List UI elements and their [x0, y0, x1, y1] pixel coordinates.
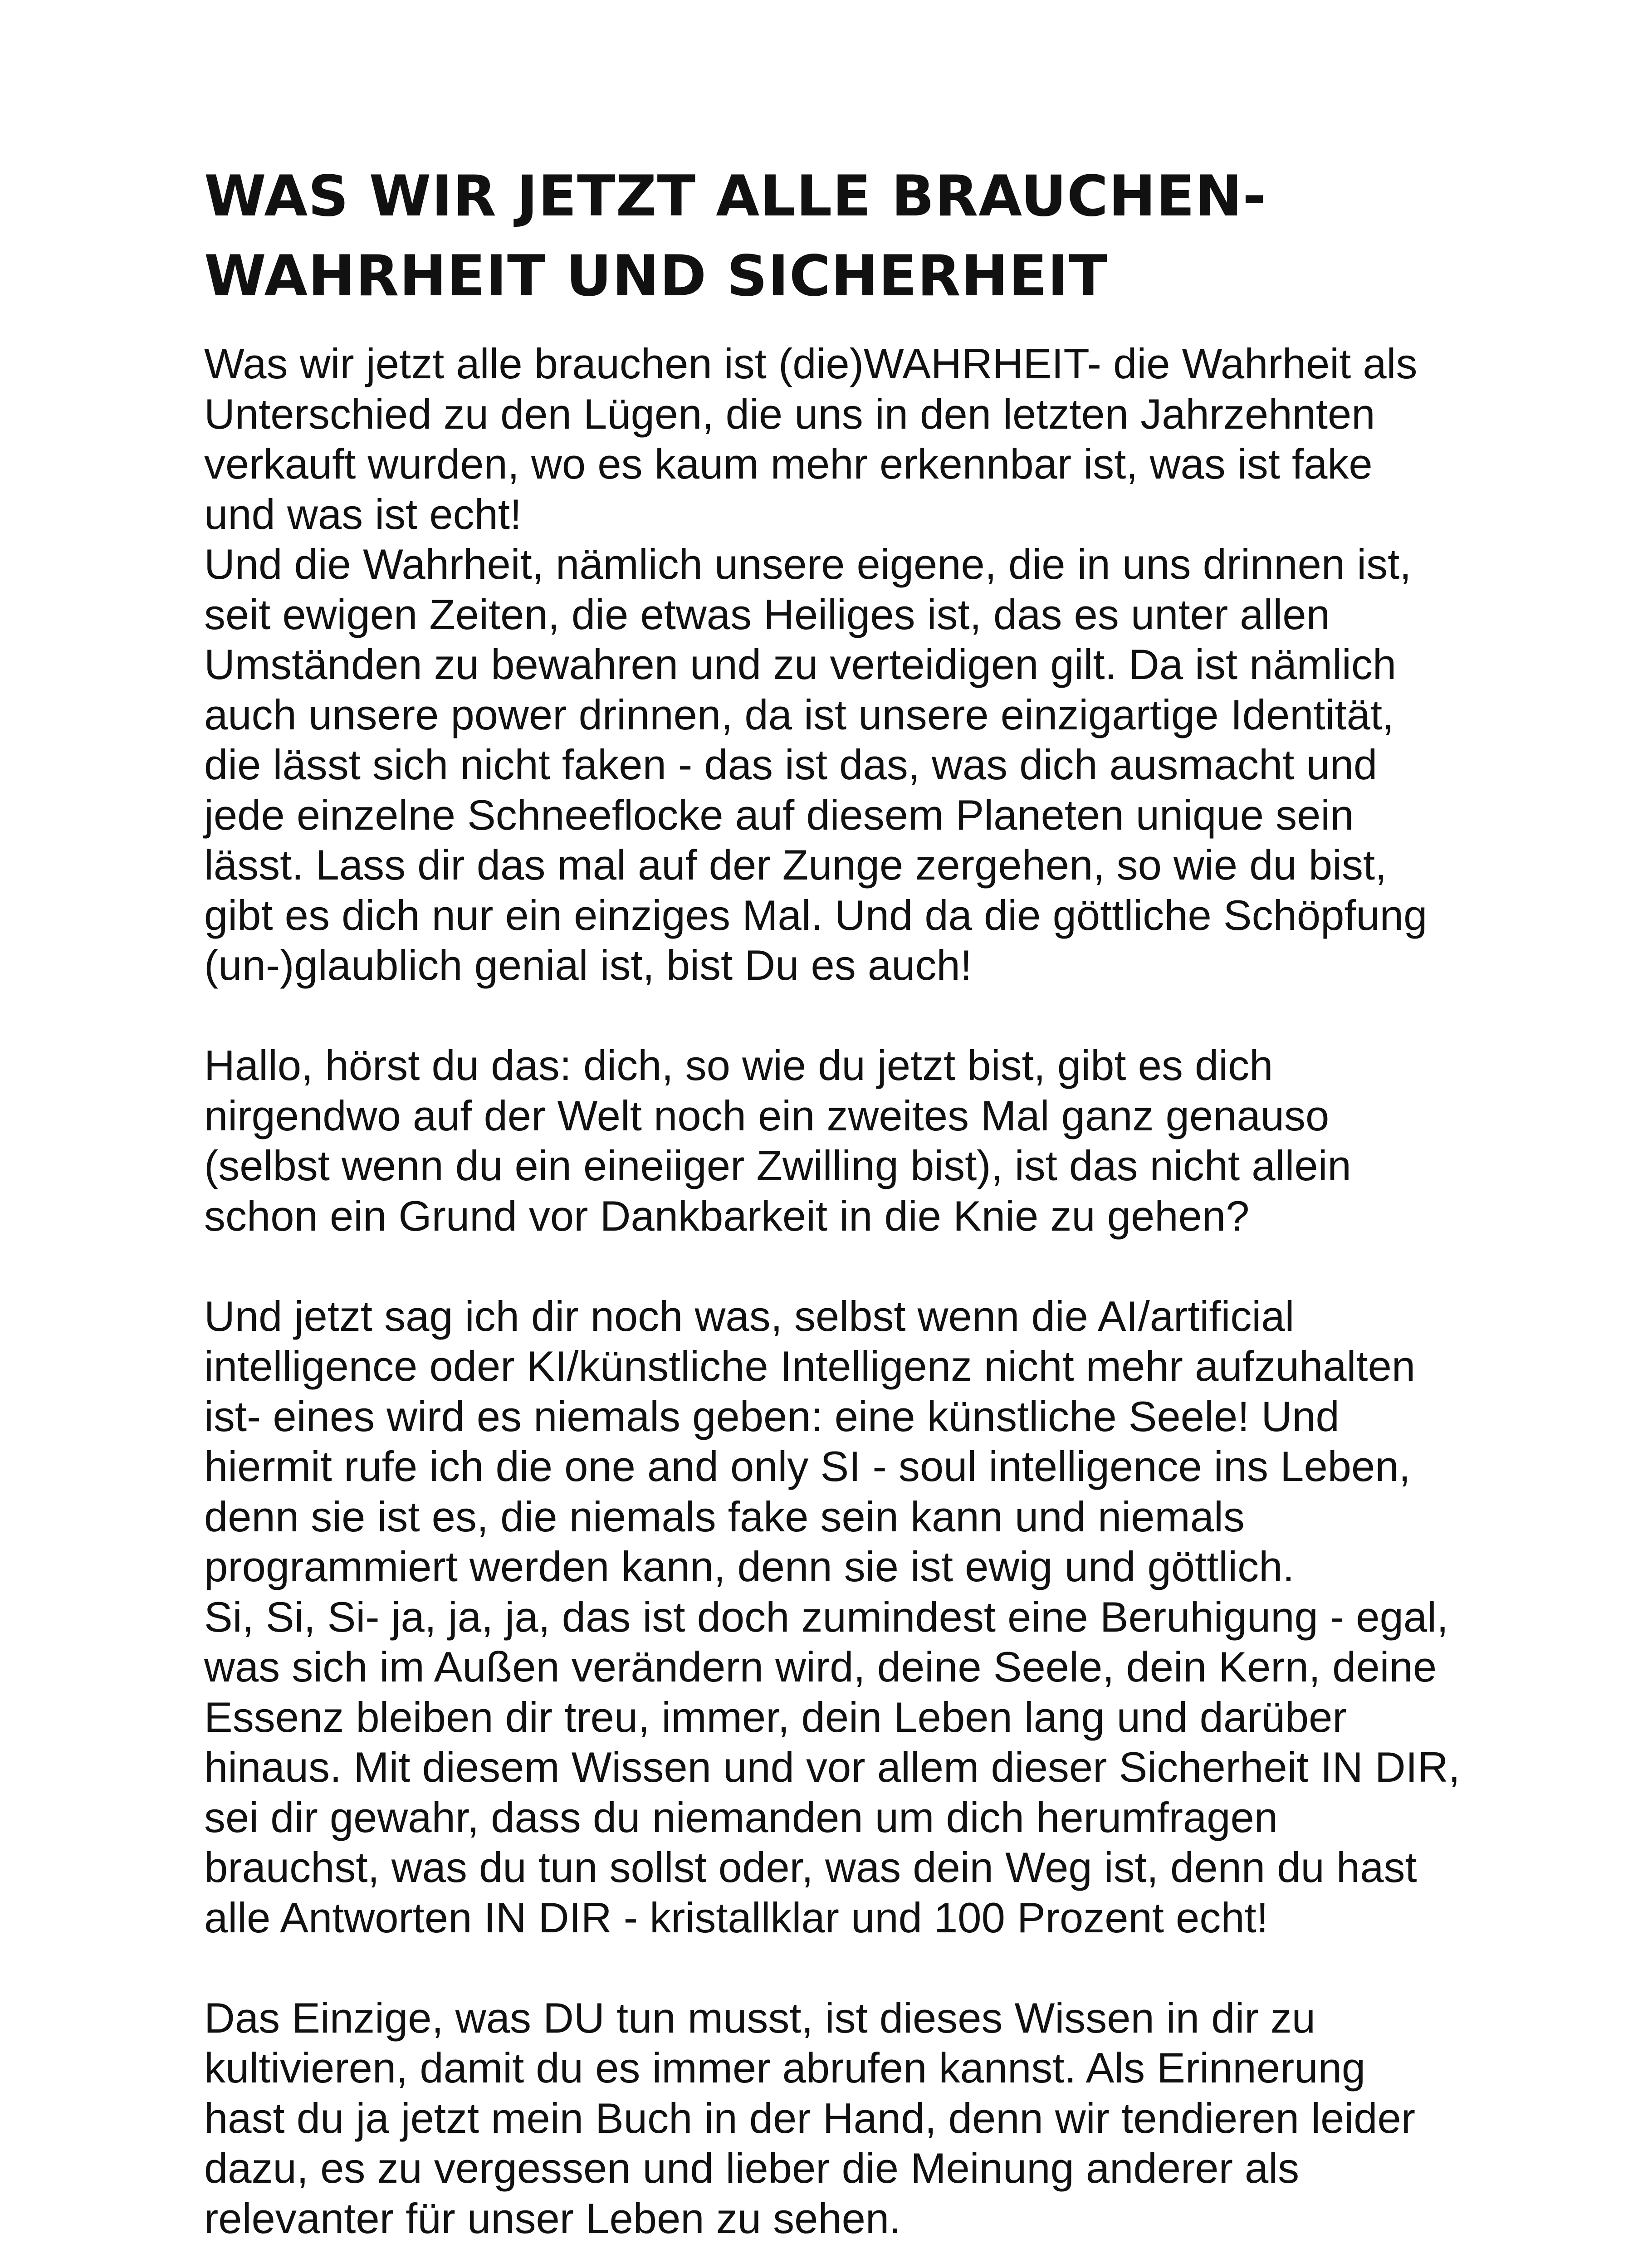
text-line: Hallo, hörst du das: dich, so wie du jetzt bist, gibt es dich: [204, 1041, 1273, 1089]
text-line: brauchst, was du tun sollst oder, was dein Weg ist, denn du hast: [204, 1843, 1417, 1891]
text-line: und was ist echt!: [204, 490, 522, 538]
text-line: auch unsere power drinnen, da ist unsere einzigartige Identität,: [204, 690, 1394, 738]
paragraph-4: [204, 1291, 1511, 1592]
text-line: lässt. Lass dir das mal auf der Zunge zergehen, so wie du bist,: [204, 841, 1387, 889]
text-line: schon ein Grund vor Dankbarkeit in die Knie zu gehen?: [204, 1192, 1250, 1240]
text-line: Unterschied zu den Lügen, die uns in den letzten Jahrzehnten: [204, 390, 1375, 438]
text-line: jede einzelne Schneeflocke auf diesem Planeten unique sein: [204, 791, 1354, 839]
text-line: Was wir jetzt alle brauchen ist (die)WAHRHEIT- die Wahrheit als: [204, 340, 1418, 387]
text-line: dazu, es zu vergessen und lieber die Meinung anderer als: [204, 2144, 1300, 2192]
text-line: Das Einzige, was DU tun musst, ist dieses Wissen in dir zu: [204, 1994, 1316, 2042]
text-line: verkauft wurden, wo es kaum mehr erkennbar ist, was ist fake: [204, 440, 1373, 488]
paragraph-3: [204, 1041, 1511, 1241]
text-line: Und die Wahrheit, nämlich unsere eigene, die in uns drinnen ist,: [204, 540, 1412, 588]
text-line: Si, Si, Si- ja, ja, ja, das ist doch zumindest eine Beruhigung - egal,: [204, 1593, 1449, 1641]
body-text: [204, 339, 1511, 2244]
text-line: seit ewigen Zeiten, die etwas Heiliges ist, das es unter allen: [204, 590, 1330, 638]
chapter-heading: [204, 156, 1474, 316]
text-line: Und jetzt sag ich dir noch was, selbst wenn die AI/artificial: [204, 1292, 1295, 1340]
paragraph-spacer: [204, 1943, 1511, 1993]
paragraph-spacer: [204, 1241, 1511, 1291]
heading-line: WAHRHEIT UND SICHERHEIT: [204, 244, 1108, 309]
text-line: kultivieren, damit du es immer abrufen kannst. Als Erinnerung: [204, 2044, 1366, 2092]
text-line: ist- eines wird es niemals geben: eine künstliche Seele! Und: [204, 1392, 1340, 1440]
text-line: sei dir gewahr, dass du niemanden um dich herumfragen: [204, 1793, 1278, 1841]
text-line: (un-)glaublich genial ist, bist Du es auch!: [204, 941, 972, 989]
text-line: programmiert werden kann, denn sie ist ewig und göttlich.: [204, 1543, 1295, 1590]
text-line: hast du ja jetzt mein Buch in der Hand, denn wir tendieren leider: [204, 2094, 1416, 2142]
paragraph-5: [204, 1592, 1511, 1943]
paragraph-spacer: [204, 991, 1511, 1041]
text-line: gibt es dich nur ein einziges Mal. Und da die göttliche Schöpfung: [204, 891, 1428, 939]
text-line: intelligence oder KI/künstliche Intelligenz nicht mehr aufzuhalten: [204, 1342, 1416, 1390]
text-line: was sich im Außen verändern wird, deine Seele, dein Kern, deine: [204, 1643, 1437, 1691]
heading-line: WAS WIR JETZT ALLE BRAUCHEN-: [204, 164, 1266, 229]
text-line: Essenz bleiben dir treu, immer, dein Leben lang und darüber: [204, 1693, 1347, 1741]
text-line: alle Antworten IN DIR - kristallklar und 100 Prozent echt!: [204, 1893, 1268, 1941]
text-line: hiermit rufe ich die one and only SI - soul intelligence ins Leben,: [204, 1442, 1411, 1490]
text-line: relevanter für unser Leben zu sehen.: [204, 2194, 901, 2242]
text-line: hinaus. Mit diesem Wissen und vor allem dieser Sicherheit IN DIR,: [204, 1743, 1460, 1791]
paragraph-2: [204, 539, 1511, 991]
text-line: die lässt sich nicht faken - das ist das, was dich ausmacht und: [204, 741, 1378, 788]
paragraph-1: [204, 339, 1511, 539]
text-line: denn sie ist es, die niemals fake sein kann und niemals: [204, 1492, 1245, 1540]
text-line: Umständen zu bewahren und zu verteidigen gilt. Da ist nämlich: [204, 640, 1397, 688]
text-line: nirgendwo auf der Welt noch ein zweites Mal ganz genauso: [204, 1091, 1330, 1139]
paragraph-6: [204, 1993, 1511, 2244]
text-line: (selbst wenn du ein eineiiger Zwilling bist), ist das nicht allein: [204, 1142, 1351, 1189]
